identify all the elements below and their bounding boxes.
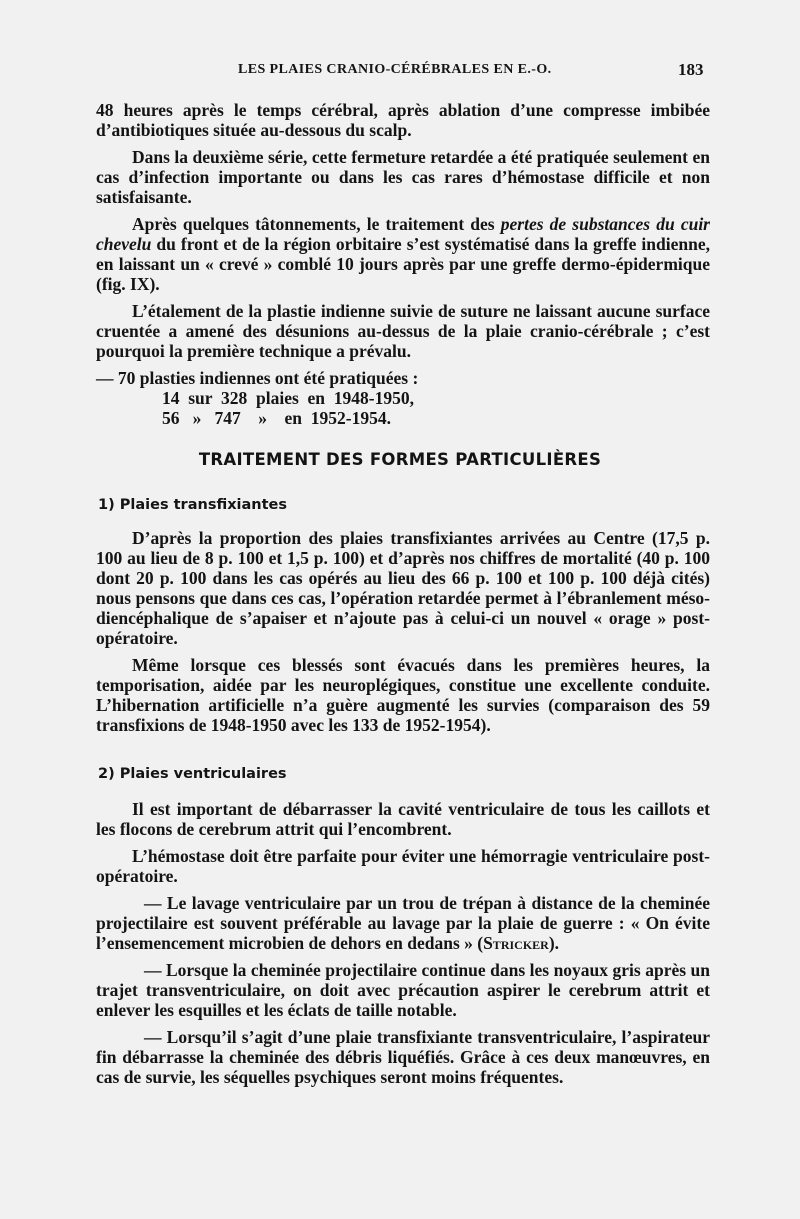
paragraph	[96, 214, 710, 294]
italic-term: pertes de substances du cuir chevelu	[96, 214, 710, 254]
intro-text-block	[96, 100, 710, 428]
paragraph: — Lorsqu’il s’agit d’une plaie transfixiante transventriculaire, l’aspirateur fin débarrasse la cheminée des débris liquéfiés. Grâce à ces deux manœuvres, en cas de survie, les séquelles psychiques seront moins fréquentes.	[96, 1027, 710, 1087]
paragraph	[96, 893, 710, 953]
paragraph: Dans la deuxième série, cette fermeture retardée a été pratiquée seulement en cas d’infection importante ou dans les cas rares d’hémostase difficile et non satisfaisante.	[96, 147, 710, 207]
paragraph: — Lorsque la cheminée projectilaire continue dans les noyaux gris après un trajet transventriculaire, on doit avec précaution aspirer le cerebrum attrit et enlever les esquilles et les éclats de taille notable.	[96, 960, 710, 1020]
subheading-transfixiantes: 1) Plaies transfixiantes	[98, 497, 288, 513]
paragraph-text: ).	[548, 933, 560, 953]
paragraph: — 70 plasties indiennes ont été pratiquées :	[96, 368, 419, 388]
paragraph: L’étalement de la plastie indienne suivie de suture ne laissant aucune surface cruentée a amené des désunions au-dessus de la plaie cranio-cérébrale ; c’est pourquoi la première technique a prévalu.	[96, 301, 710, 361]
page-number: 183	[678, 60, 704, 79]
paragraph: Il est important de débarrasser la cavité ventriculaire de tous les caillots et les flocons de cerebrum attrit qui l’encombrent.	[96, 799, 710, 839]
paragraph-text: du front et de la région orbitaire s’est systématisé dans la greffe indienne, en laissant un « crevé » comblé 10 jours après par une greffe dermo-épidermique (fig. IX).	[96, 234, 710, 294]
transfixiantes-text-block	[96, 528, 710, 742]
ventriculaires-text-block	[96, 799, 710, 1094]
paragraph: Même lorsque ces blessés sont évacués dans les premières heures, la temporisation, aidée par les neuroplégiques, constitue une excellente conduite. L’hibernation artificielle n’a guère augmenté les survies (comparaison des 59 transfixions de 1948-1950 avec les 133 de 1952-1954).	[96, 655, 710, 735]
subheading-ventriculaires: 2) Plaies ventriculaires	[98, 766, 287, 782]
paragraph: 48 heures après le temps cérébral, après ablation d’une compresse imbibée d’antibiotiques située au-dessous du scalp.	[96, 100, 710, 140]
section-heading: TRAITEMENT DES FORMES PARTICULIÈRES	[198, 450, 602, 469]
paragraph-text: — Le lavage ventriculaire par un trou de trépan à distance de la cheminée projectilaire est souvent préférable au lavage par la plaie de guerre : « On évite l’ensemencement microbien de dehors en dedans » (	[96, 893, 710, 953]
stats-row: 14 sur 328 plaies en 1948-1950,	[162, 388, 414, 408]
paragraph: D’après la proportion des plaies transfixiantes arrivées au Centre (17,5 p. 100 au lieu de 8 p. 100 et 1,5 p. 100) et d’après nos chiffres de mortalité (40 p. 100 dont 20 p. 100 dans les cas opérés au lieu des 66 p. 100 et 100 p. 100 déjà cités) nous pensons que dans ces cas, l’opération retardée permet à l’ébranlement méso-diencéphalique de s’apaiser et n’ajoute pas à celui-ci un nouvel « orage » post-opératoire.	[96, 528, 710, 648]
author-name: Stricker	[483, 933, 549, 953]
paragraph: L’hémostase doit être parfaite pour éviter une hémorragie ventriculaire post-opératoire.	[96, 846, 710, 886]
stats-row: 56 » 747 » en 1952-1954.	[162, 408, 391, 428]
running-title: LES PLAIES CRANIO-CÉRÉBRALES EN E.-O.	[238, 62, 552, 77]
paragraph-text: Après quelques tâtonnements, le traitement des	[132, 214, 501, 234]
